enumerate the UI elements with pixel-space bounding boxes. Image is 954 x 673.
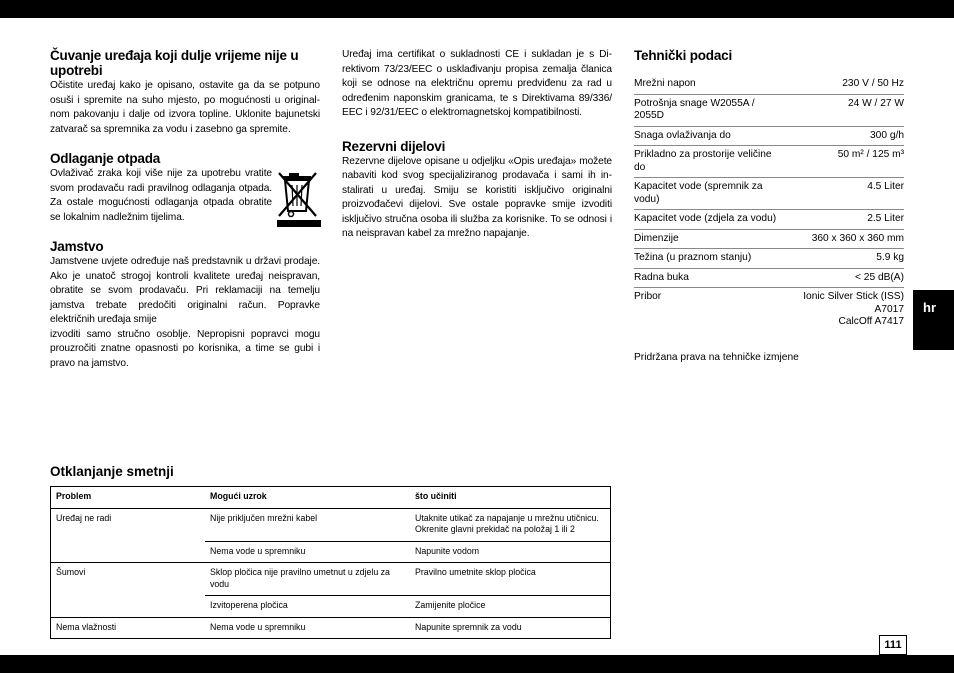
spec-value-line-1: Ionic Silver Stick (ISS) A7017 (803, 291, 904, 315)
column-3 (634, 48, 904, 363)
specs-table (634, 75, 904, 332)
spec-label: Potrošnja snage W2055A / 2055D (634, 94, 781, 126)
column-2 (342, 48, 612, 242)
top-bar (0, 0, 954, 18)
table-row (634, 229, 904, 249)
cell-cause: Izvitoperena pločica (205, 596, 410, 618)
warranty-text-1: Jamstvene uvjete određuje naš predstavnik u državi prodaje. Ako je unatoč strogoj kontroli kvalitete uređaj neispravan, obratite se svom prodavaču. Pri reklamaciji na temelju jamstva trebate predočiti originalni račun. Popravke električnih uređaja smije (50, 256, 320, 325)
spec-label: Kapacitet vode (spremnik za vodu) (634, 178, 781, 210)
spec-value: 24 W / 27 W (781, 94, 904, 126)
cell-cause: Nema vode u spremniku (210, 621, 306, 632)
table-row (51, 563, 611, 596)
table-row (634, 94, 904, 126)
spec-label: Snaga ovlaživanja do (634, 126, 781, 146)
column-1 (50, 48, 320, 371)
cell-problem: Šumovi (51, 563, 206, 618)
table-row (634, 210, 904, 230)
language-tab-label: hr (923, 300, 936, 315)
troubleshooting-heading: Otklanjanje smetnji (50, 464, 174, 479)
spec-label: Dimenzije (634, 229, 781, 249)
header-problem: Problem (51, 487, 206, 509)
spec-value: 5.9 kg (781, 249, 904, 269)
cell-fix: Pravilno umetnite sklop pločica (410, 563, 611, 596)
spec-label: Prikladno za prostorije veličine do (634, 146, 781, 178)
spec-value: < 25 dB(A) (781, 268, 904, 288)
disposal-section (50, 151, 320, 225)
warranty-heading: Jamstvo (50, 239, 104, 254)
storage-heading: Čuvanje uređaja koji dulje vrijeme nije u upotrebi (50, 48, 299, 78)
table-row (51, 617, 611, 639)
table-row (634, 288, 904, 332)
table-row (634, 268, 904, 288)
cell-fix: Zamijenite pločice (410, 596, 611, 618)
table-row (634, 146, 904, 178)
bottom-bar (0, 655, 954, 673)
cell-problem: Uređaj ne radi (51, 508, 206, 563)
certificate-text: Uređaj ima certifikat o sukladnosti CE i sukladan je s Direktivom 73/23/EEC o usklađivanju propisa zemalja članica koji se odnose na električnu opremu predviđenu za rad u određenim naponskim granicama, te s Direktivama 89/336/ EEC i 92/31/EEC o elektromagnetskoj kompatibilnosti. (342, 49, 612, 118)
cell-cause: Sklop pločica nije pravilno umetnut u zdjelu za vodu (205, 563, 410, 596)
spec-value-line-2: CalcOff A7417 (838, 316, 904, 327)
spec-value: 50 m² / 125 m³ (781, 146, 904, 178)
page-number: 111 (879, 635, 907, 655)
table-header-row (51, 487, 611, 509)
warranty-text-2: izvoditi samo stručno osoblje. Nepropisni popravci mogu prouzročiti znatne opasnosti po korisnika, a time se gubi i pravo na jamstvo. (50, 328, 320, 369)
crossed-out-wheelie-bin-icon (276, 169, 322, 227)
spec-value (781, 288, 904, 332)
table-row (51, 508, 611, 541)
cell-cause: Nije priključen mrežni kabel (205, 508, 410, 541)
spec-label: Pribor (634, 291, 662, 302)
table-row (634, 178, 904, 210)
table-row (634, 249, 904, 269)
language-tab (913, 290, 954, 350)
cell-fix: Utaknite utikač za napajanje u mrežnu utičnicu. Okrenite glavni prekidač na položaj 1 ili 2 (410, 508, 611, 541)
header-fix: što učiniti (410, 487, 611, 509)
spec-value: 2.5 Liter (781, 210, 904, 230)
cell-problem: Nema vlažnosti (56, 621, 117, 632)
spec-label: Mrežni napon (634, 75, 781, 94)
spec-label: Radna buka (634, 268, 781, 288)
troubleshooting-table (50, 486, 611, 639)
disposal-heading: Odlaganje otpada (50, 151, 161, 166)
cell-cause: Nema vode u spremniku (205, 541, 410, 563)
spec-value: 230 V / 50 Hz (781, 75, 904, 94)
table-row (634, 126, 904, 146)
disposal-text: Ovlaživač zraka koji više nije za upotrebu vratite svom prodavaču radi pravilnog odlaganja otpada. Za ostale mogućnosti odlaganja otpada obratite se lokalnim nadležnim tijelima. (50, 168, 272, 223)
spec-value: 360 x 360 x 360 mm (781, 229, 904, 249)
header-cause: Mogući uzrok (205, 487, 410, 509)
cell-fix: Napunite spremnik za vodu (415, 621, 522, 632)
specs-heading: Tehnički podaci (634, 48, 733, 63)
spec-value: 300 g/h (781, 126, 904, 146)
table-row (634, 75, 904, 94)
spec-value: 4.5 Liter (781, 178, 904, 210)
rights-note: Pridržana prava na tehničke izmjene (634, 351, 799, 363)
cell-fix: Napunite vodom (410, 541, 611, 563)
spare-parts-text: Rezervne dijelove opisane u odjeljku «Opis uređaja» možete nabaviti kod svog specijaliziranog prodavača i sami ih instalirati u uređaj. Smiju se koristiti isključivo originalni proizvođačevi dijelovi. Sve ostale popravke smije izvoditi isključivo stručna osoba ili služba za korisnike. To se odnosi i na neispravan kabel za mrežno napajanje. (342, 155, 612, 239)
spare-parts-heading: Rezervni dijelovi (342, 138, 446, 154)
spec-label: Kapacitet vode (zdjela za vodu) (634, 210, 781, 230)
spec-label: Težina (u praznom stanju) (634, 249, 781, 269)
storage-text: Očistite uređaj kako je opisano, ostavite ga da se potpuno osuši i spremite na suho mjesto, po mogućnosti u originalnom pakovanju i dalje od izvora topline. Uklonite bajunetski zatvarač sa spremnika za vodu i zasebno ga spremite. (50, 80, 320, 135)
